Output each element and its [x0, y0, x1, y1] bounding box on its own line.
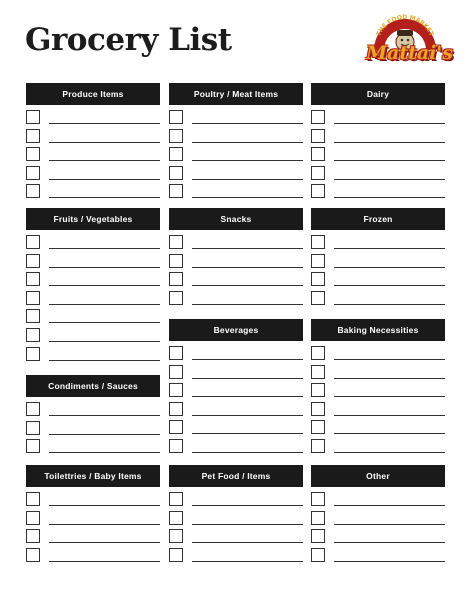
list-item [311, 290, 445, 309]
logo-arc-text: THE FOOD MARKET [375, 13, 435, 38]
list-item [26, 146, 160, 165]
checkbox[interactable] [26, 309, 40, 323]
checkbox[interactable] [311, 365, 325, 379]
checkbox[interactable] [311, 439, 325, 453]
checkbox[interactable] [311, 346, 325, 360]
list-item [169, 234, 303, 253]
checkbox[interactable] [26, 548, 40, 562]
write-in-line[interactable] [192, 142, 303, 143]
section-header-snacks: Snacks [169, 208, 303, 230]
section-header-baking: Baking Necessities [311, 319, 445, 341]
write-in-line[interactable] [49, 197, 160, 198]
list-item [26, 253, 160, 272]
list-item [26, 401, 160, 420]
checkbox[interactable] [169, 184, 183, 198]
list-item [169, 128, 303, 147]
section-rows [169, 105, 303, 202]
write-in-line[interactable] [192, 378, 303, 379]
checkbox[interactable] [26, 439, 40, 453]
section-poultry [169, 83, 303, 202]
list-item [26, 346, 160, 365]
list-item [26, 491, 160, 510]
list-item [26, 290, 160, 309]
write-in-line[interactable] [334, 160, 445, 161]
checkbox[interactable] [311, 147, 325, 161]
list-item [169, 382, 303, 401]
checkbox[interactable] [26, 291, 40, 305]
write-in-line[interactable] [49, 452, 160, 453]
list-item [311, 364, 445, 383]
checkbox[interactable] [169, 346, 183, 360]
write-in-line[interactable] [334, 561, 445, 562]
list-item [26, 109, 160, 128]
write-in-line[interactable] [49, 123, 160, 124]
checkbox[interactable] [169, 420, 183, 434]
write-in-line[interactable] [192, 123, 303, 124]
checkbox[interactable] [26, 235, 40, 249]
list-item [311, 345, 445, 364]
section-header-other: Other [311, 465, 445, 487]
checkbox[interactable] [311, 492, 325, 506]
write-in-line[interactable] [192, 285, 303, 286]
write-in-line[interactable] [192, 359, 303, 360]
write-in-line[interactable] [49, 434, 160, 435]
section-header-petfood: Pet Food / Items [169, 465, 303, 487]
section-header-beverages: Beverages [169, 319, 303, 341]
checkbox[interactable] [169, 110, 183, 124]
section-header-toiletries: Toilettries / Baby Items [26, 465, 160, 487]
checkbox[interactable] [311, 235, 325, 249]
checkbox[interactable] [169, 147, 183, 161]
checkbox[interactable] [26, 254, 40, 268]
write-in-line[interactable] [334, 123, 445, 124]
checkbox[interactable] [169, 272, 183, 286]
list-item [169, 146, 303, 165]
list-item [311, 234, 445, 253]
write-in-line[interactable] [192, 561, 303, 562]
write-in-line[interactable] [192, 433, 303, 434]
section-header-fruits: Fruits / Vegetables [26, 208, 160, 230]
write-in-line[interactable] [192, 396, 303, 397]
write-in-line[interactable] [334, 452, 445, 453]
write-in-line[interactable] [192, 304, 303, 305]
section-header-produce: Produce Items [26, 83, 160, 105]
write-in-line[interactable] [334, 285, 445, 286]
list-item [311, 528, 445, 547]
list-item [169, 510, 303, 529]
list-item [169, 109, 303, 128]
checkbox[interactable] [26, 492, 40, 506]
list-item [169, 290, 303, 309]
checkbox[interactable] [311, 110, 325, 124]
checkbox[interactable] [311, 511, 325, 525]
checkbox[interactable] [26, 184, 40, 198]
list-item [26, 420, 160, 439]
list-item [311, 271, 445, 290]
section-rows [26, 105, 160, 202]
checkbox[interactable] [311, 548, 325, 562]
write-in-line[interactable] [192, 267, 303, 268]
list-item [26, 271, 160, 290]
section-header-poultry: Poultry / Meat Items [169, 83, 303, 105]
write-in-line[interactable] [49, 561, 160, 562]
checkbox[interactable] [311, 420, 325, 434]
list-item [26, 438, 160, 457]
section-condiments [26, 375, 160, 457]
list-item [311, 547, 445, 566]
checkbox[interactable] [26, 166, 40, 180]
list-item [311, 183, 445, 202]
write-in-line[interactable] [334, 505, 445, 506]
list-item [169, 165, 303, 184]
write-in-line[interactable] [49, 267, 160, 268]
write-in-line[interactable] [49, 248, 160, 249]
section-other [311, 465, 445, 565]
checkbox[interactable] [169, 402, 183, 416]
checkbox[interactable] [26, 129, 40, 143]
write-in-line[interactable] [192, 524, 303, 525]
write-in-line[interactable] [49, 542, 160, 543]
write-in-line[interactable] [192, 197, 303, 198]
section-rows [311, 230, 445, 308]
write-in-line[interactable] [49, 322, 160, 323]
checkbox[interactable] [169, 291, 183, 305]
list-item [26, 510, 160, 529]
list-item [311, 419, 445, 438]
write-in-line[interactable] [49, 415, 160, 416]
checkbox[interactable] [169, 548, 183, 562]
section-snacks [169, 208, 303, 308]
write-in-line[interactable] [334, 304, 445, 305]
section-header-frozen: Frozen [311, 208, 445, 230]
list-item [169, 528, 303, 547]
write-in-line[interactable] [334, 524, 445, 525]
checkbox[interactable] [26, 529, 40, 543]
write-in-line[interactable] [49, 179, 160, 180]
write-in-line[interactable] [49, 160, 160, 161]
section-fruits [26, 208, 160, 364]
checkbox[interactable] [311, 254, 325, 268]
checkbox[interactable] [169, 383, 183, 397]
checkbox[interactable] [26, 347, 40, 361]
list-item [169, 401, 303, 420]
list-item [26, 128, 160, 147]
list-item [311, 128, 445, 147]
section-header-condiments: Condiments / Sauces [26, 375, 160, 397]
list-item [26, 547, 160, 566]
write-in-line[interactable] [49, 285, 160, 286]
write-in-line[interactable] [49, 360, 160, 361]
checkbox[interactable] [311, 129, 325, 143]
section-rows [311, 487, 445, 565]
checkbox[interactable] [311, 166, 325, 180]
write-in-line[interactable] [49, 505, 160, 506]
list-item [311, 165, 445, 184]
checkbox[interactable] [311, 184, 325, 198]
write-in-line[interactable] [49, 341, 160, 342]
write-in-line[interactable] [192, 160, 303, 161]
section-produce [26, 83, 160, 202]
checkbox[interactable] [169, 129, 183, 143]
write-in-line[interactable] [192, 452, 303, 453]
checkbox[interactable] [311, 383, 325, 397]
section-toiletries [26, 465, 160, 565]
checkbox[interactable] [169, 511, 183, 525]
checkbox[interactable] [311, 272, 325, 286]
list-item [169, 183, 303, 202]
write-in-line[interactable] [192, 248, 303, 249]
checkbox[interactable] [26, 511, 40, 525]
write-in-line[interactable] [334, 396, 445, 397]
write-in-line[interactable] [192, 415, 303, 416]
list-item [311, 382, 445, 401]
section-rows [169, 341, 303, 457]
checkbox[interactable] [169, 439, 183, 453]
checkbox[interactable] [26, 421, 40, 435]
checkbox[interactable] [26, 110, 40, 124]
write-in-line[interactable] [192, 505, 303, 506]
list-item [26, 528, 160, 547]
write-in-line[interactable] [334, 433, 445, 434]
write-in-line[interactable] [334, 179, 445, 180]
logo-name: Mattai's [366, 42, 453, 64]
write-in-line[interactable] [334, 267, 445, 268]
write-in-line[interactable] [334, 142, 445, 143]
list-item [169, 419, 303, 438]
section-rows [26, 230, 160, 364]
list-item [169, 491, 303, 510]
list-item [26, 327, 160, 346]
list-item [311, 510, 445, 529]
checkbox[interactable] [169, 492, 183, 506]
checkbox[interactable] [169, 529, 183, 543]
section-rows [169, 487, 303, 565]
checkbox[interactable] [26, 272, 40, 286]
list-item [26, 234, 160, 253]
write-in-line[interactable] [334, 248, 445, 249]
list-item [311, 401, 445, 420]
section-frozen [311, 208, 445, 308]
store-logo [366, 12, 453, 68]
list-item [169, 438, 303, 457]
checkbox[interactable] [26, 402, 40, 416]
section-beverages [169, 319, 303, 457]
list-item [311, 491, 445, 510]
write-in-line[interactable] [334, 542, 445, 543]
section-petfood [169, 465, 303, 565]
write-in-line[interactable] [334, 197, 445, 198]
write-in-line[interactable] [49, 524, 160, 525]
write-in-line[interactable] [334, 415, 445, 416]
list-item [26, 165, 160, 184]
checkbox[interactable] [169, 235, 183, 249]
checkbox[interactable] [311, 529, 325, 543]
checkbox[interactable] [311, 402, 325, 416]
checkbox[interactable] [169, 166, 183, 180]
checkbox[interactable] [169, 254, 183, 268]
section-dairy [311, 83, 445, 202]
list-item [311, 438, 445, 457]
checkbox[interactable] [169, 365, 183, 379]
section-rows [26, 487, 160, 565]
list-item [169, 364, 303, 383]
list-item [26, 183, 160, 202]
checkbox[interactable] [311, 291, 325, 305]
list-item [26, 308, 160, 327]
section-header-dairy: Dairy [311, 83, 445, 105]
write-in-line[interactable] [49, 142, 160, 143]
list-item [169, 253, 303, 272]
section-baking [311, 319, 445, 457]
list-item [169, 547, 303, 566]
section-rows [26, 397, 160, 457]
checkbox[interactable] [26, 328, 40, 342]
write-in-line[interactable] [334, 378, 445, 379]
page-title: Grocery List [25, 22, 232, 58]
list-item [311, 109, 445, 128]
list-item [311, 253, 445, 272]
write-in-line[interactable] [192, 542, 303, 543]
list-item [169, 271, 303, 290]
write-in-line[interactable] [192, 179, 303, 180]
section-rows [311, 105, 445, 202]
write-in-line[interactable] [49, 304, 160, 305]
list-item [311, 146, 445, 165]
write-in-line[interactable] [334, 359, 445, 360]
section-rows [169, 230, 303, 308]
checkbox[interactable] [26, 147, 40, 161]
list-item [169, 345, 303, 364]
section-rows [311, 341, 445, 457]
